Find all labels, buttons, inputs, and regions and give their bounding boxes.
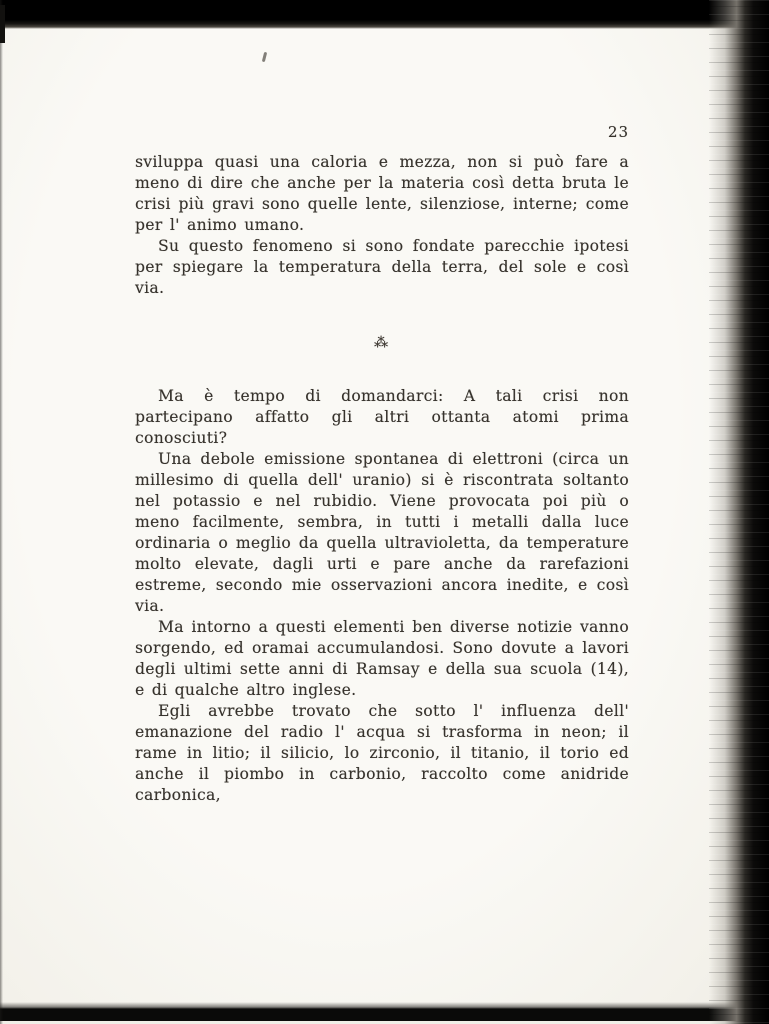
- paragraph: sviluppa quasi una caloria e mezza, non si può fare a meno di dire che anche per la materia così detta bruta le crisi più gravi sono quelle lente, silenziose, interne; come per l' animo umano.: [135, 153, 629, 234]
- paragraph: Egli avrebbe trovato che sotto l' influenza dell' emanazione del radio l' acqua si trasforma in neon; il rame in litio; il silicio, lo zirconio, il titanio, il torio ed anche il piombo in carbonio, raccolto come anidride carbonica,: [135, 702, 629, 804]
- page-number: 23: [607, 123, 629, 141]
- scan-artifact-corner: [0, 5, 5, 43]
- text-block: [135, 152, 629, 806]
- paragraph: Ma è tempo di domandarci: A tali crisi non partecipano affatto gli altri ottanta atomi prima conosciuti?: [135, 387, 629, 447]
- scan-artifact-speck: [262, 52, 267, 62]
- paragraph: Ma intorno a questi elementi ben diverse notizie vanno sorgendo, ed oramai accumulandosi. Sono dovute a lavori degli ultimi sette anni di Ramsay e della sua scuola (14), e di qualche altro inglese.: [135, 618, 629, 699]
- scan-edge-top: [0, 0, 769, 29]
- scan-edge-right-binding: [709, 0, 769, 1024]
- scan-edge-bottom: [0, 1002, 769, 1024]
- scan-edge-left: [0, 0, 3, 1024]
- paragraph: Su questo fenomeno si sono fondate parecchie ipotesi per spiegare la temperatura della terra, del sole e così via.: [135, 237, 629, 297]
- paragraph: Una debole emissione spontanea di elettroni (circa un millesimo di quella dell' uranio) si è riscontrata soltanto nel potassio e nel rubidio. Viene provocata poi più o meno facilmente, sembra, in tutti i metalli dalla luce ordinaria o meglio da quella ultravioletta, da temperature molto elevate, dagli urti e pare anche da rarefazioni estreme, secondo mie osservazioni ancora inedite, e così via.: [135, 450, 629, 615]
- section-separator-ornament: ⁂: [374, 335, 390, 351]
